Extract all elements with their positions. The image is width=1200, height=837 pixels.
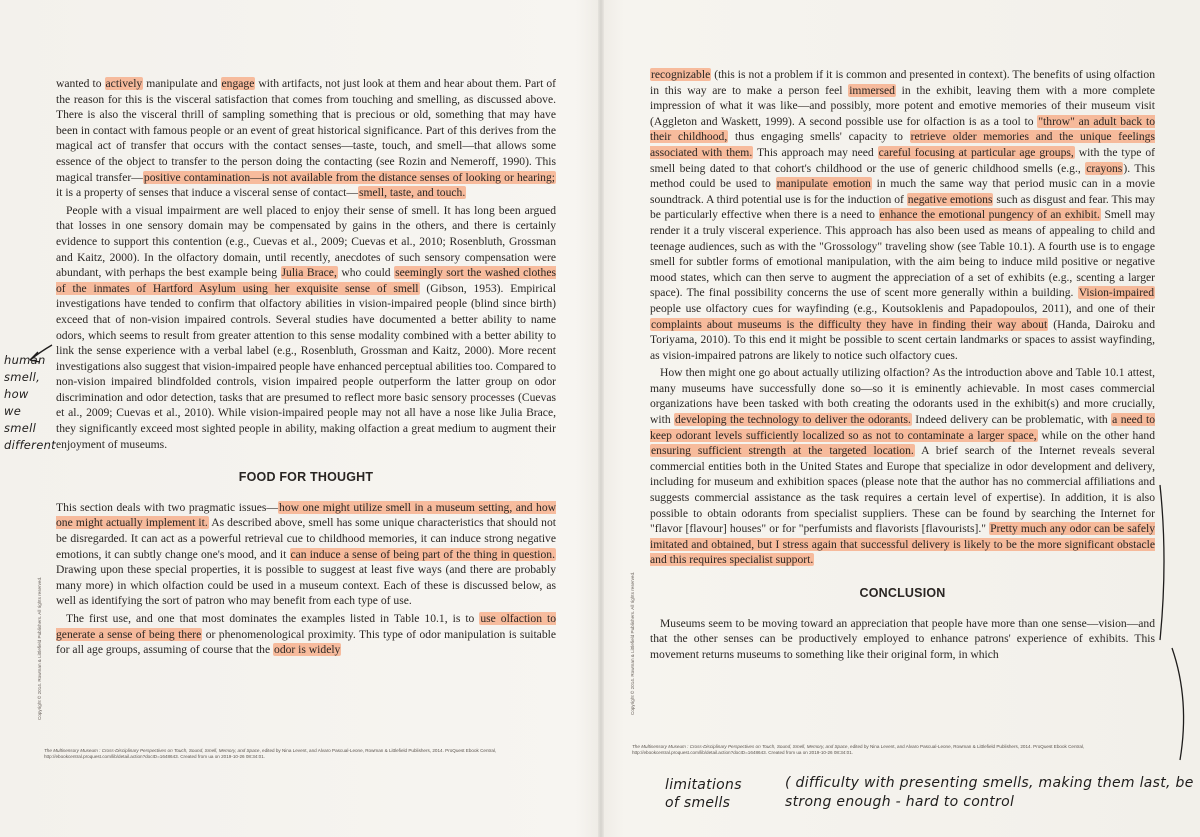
highlight: crayons xyxy=(1086,161,1123,175)
left-paragraph-2: People with a visual impairment are well placed to enjoy their sense of smell. It has long been argued that losses in one sensory domain may be compensated by gains in the others, and there is certainly evidence to support this contention (e.g., Cuevas et al., 2009; Cuevas et al., 2010; Rosenbluth, Grossman and Kaitz, 2000). In the olfactory domain, until recently, anecdotes of such sensory compensation were abundant, with perhaps the best example being Julia Brace, who could seemingly sort the washed clothes of the inmates of Hartford Asylum using her exquisite sense of smell (Gibson, 1953). Empirical investigations have tended to confirm that olfactory abilities in vision-impaired people (blind since birth) exceed that of non-vision impaired controls. Several studies have documented a better ability to name odors, which seems to result from greater attention to this sense modality combined with a better ability to link the sense experience with a verbal label (e.g., Rosenbluth, Grossman and Kaitz, 2000). More recent investigations also suggest that vision-impaired people have enhanced perceptual abilities too. Compared to non-vision impaired blindfolded controls, vision impaired people outperform the latter group on odor discrimination and odor detection, tasks that are presumed to reflect more basic sensory processes (Cuevas et al., 2009; Cuevas et al., 2010). While vision-impaired people may not all have a nose like Julia Brace, they significantly exceed most sighted people in ability, making olfaction a great medium to augment their enjoyment of museums. xyxy=(56,203,557,451)
citation-footer-left: The Multisensory Museum : Cross-Disciplinary Perspectives on Touch, Sound, Smell, Memory, and Space, edited by Nina Levent, and Alvaro Pascual-Leone, Rowman & Littlefield Publishers, 2014. ProQuest Ebook Central, http://ebookcentral.proquest.com/lib/detail.action?docID=1648643. Created from ua on 2019-10-26 08:34:01. xyxy=(44,748,497,759)
highlight: how one might utilize smell in a museum setting, and how one might actually implement it. xyxy=(56,500,556,530)
highlight: complaints about museums is the difficulty they have in finding their way about xyxy=(651,317,1048,331)
highlight: careful focusing at particular age groups, xyxy=(878,145,1074,159)
handwritten-note-difficulty: ( difficulty with presenting smells, making them last, be strong enough - hard to control xyxy=(785,775,1194,810)
highlight: engage xyxy=(221,77,255,90)
highlight: Pretty much any odor can be safely imitated and obtained, but I stress again that successful delivery is likely to be the more significant obstacle and this requires specialist support. xyxy=(650,522,1155,567)
highlight: ensuring sufficient strength at the targeted location. xyxy=(651,444,914,458)
handwritten-note-limitations: limitations of smells xyxy=(665,777,742,811)
citation-footer-right: The Multisensory Museum : Cross-Disciplinary Perspectives on Touch, Sound, Smell, Memory, and Space, edited by Nina Levent, and Alvaro Pascual-Leone, Rowman & Littlefield Publishers, 2014. ProQuest Ebook Central, http://ebookcentral.proquest.com/lib/detail.action?docID=1648643. Created from ua on 2019-10-26 08:34:01. xyxy=(632,744,1085,755)
highlight: use olfaction to generate a sense of being there xyxy=(56,612,557,641)
right-paragraph-2: How then might one go about actually utilizing olfaction? As the introduction above and Table 10.1 attest, many museums have successfully done so—so it is eminently achievable. In most cases commercial organizations have been tasked with both creating the odorants used in the exhibit(s) and more crucially, with developing the technology to deliver the odorants. Indeed delivery can be problematic, with a need to keep odorant levels sufficiently localized so as not to contaminate a larger space, while on the other hand ensuring sufficient strength at the targeted location. A brief search of the Internet reveals several commercial entities both in the United States and Europe that specialize in odor development and delivery, including for museum and exhibition spaces (please note that the author has no commercial affiliations and suggests commercial assistance as the task requires a certain level of expertise). In addition, it is also possible to obtain odorants from specialist suppliers. These can be found by searching the Internet for "flavor [flavour] houses" or for "perfumists and flavorists [flavourists]." Pretty much any odor can be safely imitated and obtained, but I stress again that successful delivery is likely to be the more significant obstacle and this requires specialist support. xyxy=(650,366,1156,567)
highlight: retrieve older memories and the unique feelings associated with them. xyxy=(650,130,1155,159)
highlight: odor is widely xyxy=(274,643,341,657)
highlight: smell, taste, and touch. xyxy=(358,186,466,200)
right-paragraph-3: Museums seem to be moving toward an appreciation that people have more than one sense—vision—and that the other senses can be productively employed to enhance patrons' experience of exhibits. This movement returns museums to something like their original form, in which xyxy=(650,616,1155,661)
highlight: a need to keep odorant levels sufficiently localized so as not to contaminate a larger space, xyxy=(650,413,1156,442)
section-heading-food-for-thought: FOOD FOR THOUGHT xyxy=(238,470,374,485)
highlight: seemingly sort the washed clothes of the inmates of Hartford Asylum using her exquisite sense of smell xyxy=(56,266,556,295)
highlight: recognizable xyxy=(651,68,711,81)
left-paragraph-4: The first use, and one that most dominates the examples listed in Table 10.1, is to use olfaction to generate a sense of being there or phenomenological proximity. This type of odor manipulation is suitable for all age groups, assuming of course that the odor is widely xyxy=(56,612,557,657)
highlight: manipulate emotion xyxy=(776,177,871,191)
highlight: Julia Brace, xyxy=(281,266,337,280)
copyright-notice-left: Copyright © 2014. Rowman & Littlefield Publishers. All rights reserved. xyxy=(37,576,42,720)
left-paragraph-3: This section deals with two pragmatic issues—how one might utilize smell in a museum setting, and how one might actually implement it. As described above, smell has some unique characteristics that should not be disregarded. It can act as a powerful retrieval cue to childhood memories, it can induce strong negative emotions, it can subtly change one's mood, and it can induce a sense of being part of the thing in question. Drawing upon these special properties, it is possible to suggest at least five ways (and there are probably many more) in which olfaction could be used in a museum context. Each of these is discussed below, as well as identifying the sort of patron who may benefit from each type of use. xyxy=(56,500,556,608)
section-heading-conclusion: CONCLUSION xyxy=(859,586,946,600)
left-page-text xyxy=(56,76,556,660)
right-paragraph-1: recognizable (this is not a problem if it is common and presented in context). The benefits of using olfaction in this way are to make a person feel immersed in the exhibit, leaving them with a more complete impression of what it was like—and possibly, more potent and emotive memories of their museum visit (Aggleton and Waskett, 1999). A second possible use for olfaction is as a tool to "throw" an adult back to their childhood, thus engaging smells' capacity to retrieve older memories and the unique feelings associated with them. This approach may need careful focusing at particular age groups, with the type of smell being dated to that cohort's childhood or the use of generic childhood smells (e.g., crayons). This method could be used to manipulate emotion in much the same way that period music can in a movie soundtrack. A third potential use is for the induction of negative emotions such as disgust and fear. This may be particularly effective when there is a need to enhance the emotional pungency of an exhibit. Smell may render it a truly visceral experience. This approach has also been used as means of appealing to child and teenage audiences, such as with the "Grossology" traveling show (see Table 10.1). A fourth use is to engage smell for subtler forms of emotional manipulation, with the aim being to induce mild positive or negative mood states, which can then serve to augment the appreciation of a set of exhibits (e.g., scenting a larger space). The final possibility concerns the use of scent more generally within a building. Vision-impaired people use olfactory cues for wayfinding (e.g., Koutsoklenis and Papadopoulos, 2011), and one of their complaints about museums is the difficulty they have in finding their way about (Handa, Dairoku and Toriyama, 2010). To this end it might be possible to scent certain landmarks or spaces to assist wayfinding, as vision-impaired patrons are likely to notice such olfactory cues. xyxy=(650,68,1156,362)
page-fold xyxy=(598,0,604,837)
highlight: Vision-impaired xyxy=(1078,286,1154,300)
highlight: negative emotions xyxy=(907,192,993,206)
highlight: immersed xyxy=(849,83,895,97)
right-page-text xyxy=(650,67,1155,664)
highlight: can induce a sense of being part of the thing in question. xyxy=(290,547,555,561)
copyright-notice-right: Copyright © 2014. Rowman & Littlefield Publishers. All rights reserved. xyxy=(630,571,635,715)
left-paragraph-1: wanted to actively manipulate and engage with artifacts, not just look at them and hear about them. Part of the reason for this is the visceral satisfaction that comes from touching and smelling, as discussed above. There is also the visceral thrill of sampling something that is precious or old, something that may have been in contact with famous people or an event of great historical significance. Part of this derives from the magical act of transfer that occurs with the contact senses—taste, touch, and smell—that allows some essence of the object to transfer to the person doing the contacting (see Rozin and Nemeroff, 1990). This magical transfer—positive contamination—is not available from the distance senses of looking or hearing; it is a property of senses that induce a visceral sense of contact—smell, taste, and touch. xyxy=(56,77,556,200)
handwritten-margin-note: human smell, how we smell different xyxy=(4,353,56,452)
highlight: developing the technology to deliver the odorants. xyxy=(675,413,911,427)
highlight: positive contamination—is not available from the distance senses of looking or hearing; xyxy=(143,170,555,184)
highlight: enhance the emotional pungency of an exhibit. xyxy=(879,208,1100,222)
highlight: "throw" an adult back to their childhood, xyxy=(650,114,1156,144)
highlight: actively xyxy=(105,77,143,90)
